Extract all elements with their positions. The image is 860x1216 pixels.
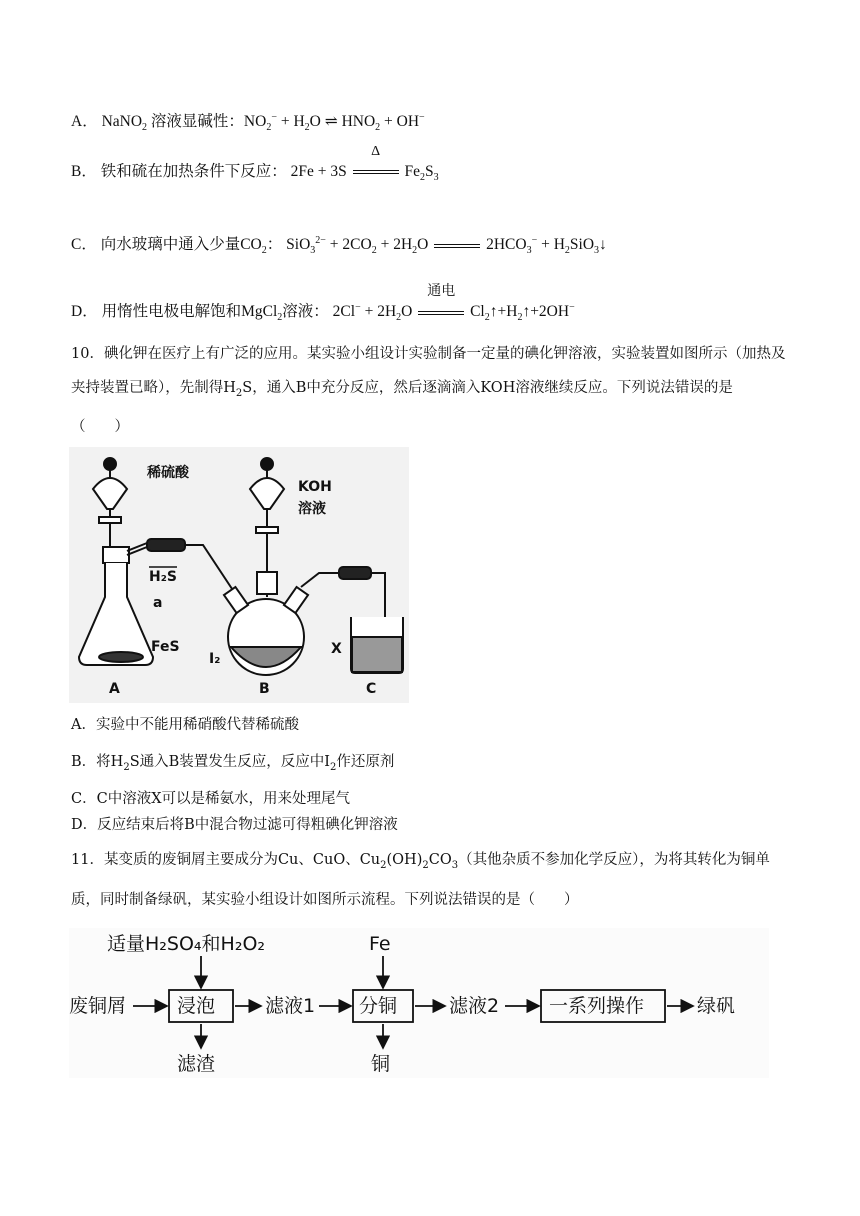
reagent-fe: Fe	[369, 933, 391, 955]
q9-option-a-text: NaNO$_2$ 溶液显碱性：$NO_2^- + H_2O$ ⇌ $HNO_2 + OH^-$	[101, 112, 425, 134]
flow-residue: 滤渣	[177, 1053, 216, 1075]
box-soak-label: 浸泡	[177, 995, 216, 1017]
label-C: C	[366, 681, 377, 697]
q10-stem: 10．碘化钾在医疗上有广泛的应用。某实验小组设计实验制备一定量的碘化钾溶液，实验装置如图所示（加热及夹持装置已略），先制得$H_2S$，通入B中充分反应，然后逐滴滴入KOH溶液继续反应。下列说法错误的是	[71, 346, 786, 399]
reaction-arrow-electrolysis: 通电	[416, 302, 466, 322]
q9-option-c: C． 向水玻璃中通入少量$CO_2$： $SiO_3^{2-} + 2CO_2 + 2H_2O$ $2HCO_3^-$ + $H_2SiO_3↓$	[71, 235, 607, 257]
q9-option-a: A． NaNO$_2$ 溶液显碱性：$NO_2^- + H_2O$ ⇌ $HNO_2 + OH^-$	[71, 112, 425, 134]
label-a: a	[153, 595, 163, 611]
label-fes: FeS	[151, 639, 180, 655]
flow-filtrate2: 滤液2	[449, 995, 500, 1017]
box-separate-label: 分铜	[359, 995, 398, 1017]
box-operations-label: 一系列操作	[549, 995, 645, 1017]
reagent-h2so4-h2o2: 适量H₂SO₄和H₂O₂	[107, 933, 266, 955]
q11-stem: 11．某变质的废铜屑主要成分为Cu、CuO、$Cu_2(OH)_2CO_3$（其他杂质不参加化学反应），为将其转化为铜单质，同时制备绿矾，某实验小组设计如图所示流程。下列说法错误的是（ ）	[71, 852, 770, 908]
q10-option-a: A．实验中不能用稀硝酸代替稀硫酸	[71, 717, 299, 733]
apparatus-figure	[69, 447, 409, 703]
flow-diagram	[69, 928, 769, 1078]
label-acid: 稀硫酸	[147, 465, 189, 481]
flow-copper: 铜	[371, 1053, 391, 1075]
label-h2s: H₂S	[149, 569, 177, 585]
label-A: A	[109, 681, 120, 697]
q10-option-d: D．反应结束后将B中混合物过滤可得粗碘化钾溶液	[71, 817, 398, 833]
label-x: X	[331, 641, 342, 657]
label-i2: I₂	[209, 651, 221, 667]
flow-start: 废铜屑	[69, 995, 127, 1017]
flow-end: 绿矾	[697, 995, 736, 1017]
q10-option-b: B．将$H_2S$通入B装置发生反应，反应中$I_2$作还原剂	[71, 754, 395, 773]
q9-option-d: D． 用惰性电极电解饱和MgCl$_2$溶液： $2Cl^- + 2H_2O$ 通电 $Cl_2↑+H_2↑+2OH^-$	[71, 284, 575, 324]
label-B: B	[259, 681, 270, 697]
label-koh: KOH	[298, 479, 332, 495]
flow-filtrate1: 滤液1	[265, 995, 316, 1017]
label-koh-solution: 溶液	[298, 501, 326, 517]
q9-option-b: B． 铁和硫在加热条件下反应： 2Fe + 3S Δ $Fe_2S_3$	[71, 144, 439, 184]
q10-paren: （ ）	[71, 419, 129, 435]
q10-option-c: C．C中溶液X可以是稀氨水，用来处理尾气	[71, 791, 351, 807]
reaction-arrow	[434, 244, 480, 248]
reaction-arrow-heat: Δ	[351, 162, 401, 182]
